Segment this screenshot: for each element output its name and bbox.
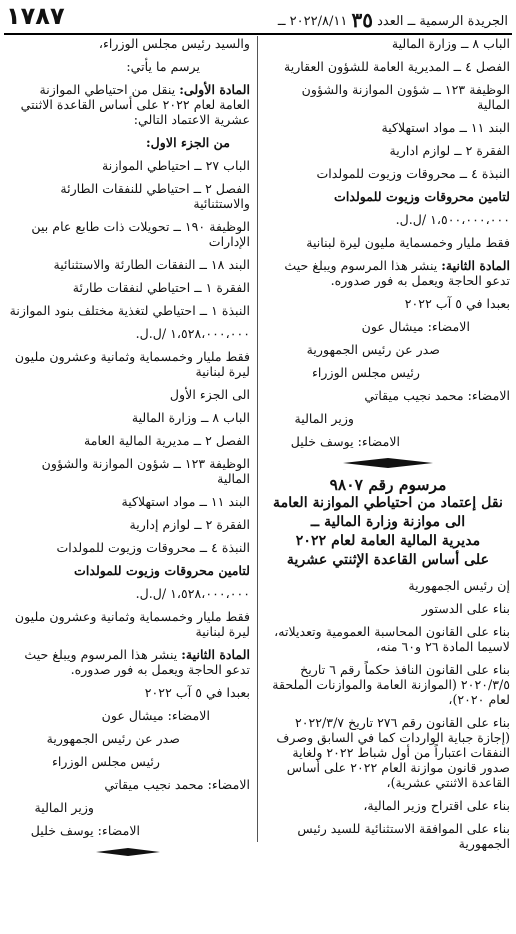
- article-label: المادة الثانية:: [441, 258, 510, 273]
- decree-title-line: على أساس القاعدة الإثنتي عشرية: [286, 552, 490, 568]
- budget-line: الفصل ٢ ــ احتياطي للنفقات الطارئة والاستثنائية: [60, 181, 250, 211]
- budget-line: الباب ٨ ــ وزارة المالية: [391, 36, 510, 51]
- preamble-line: بناء على الموافقة الاستثنائية للسيد رئيس الجمهورية: [297, 821, 510, 851]
- amount: ١،٥٠٠،٠٠٠،٠٠٠ /ل.ل.: [395, 212, 510, 227]
- preamble-line: بناء على القانون المحاسبة العمومية وتعديلاته، لاسيما المادة ٢٦ و٦٠ منه،: [274, 624, 510, 654]
- section-divider-ornament: [6, 846, 250, 858]
- signature-finance-minister: الامضاء: يوسف خليل: [290, 434, 400, 449]
- prime-minister-title: رئيس مجلس الوزراء: [52, 754, 160, 769]
- section-divider-ornament: [266, 457, 510, 469]
- budget-line: النبذة ١ ــ احتياطي لتغذية مختلف بنود الموازنة: [9, 303, 250, 318]
- budget-line: البند ١١ ــ مواد استهلاكية: [381, 120, 510, 135]
- budget-line: الوظيفة ١٢٣ ــ شؤون الموازنة والشؤون المالية: [41, 456, 250, 486]
- purpose-heading: لتامين محروقات وزيوت للمولدات: [73, 563, 250, 578]
- amount-in-words: فقط مليار وخمسماية وثمانية وعشرون مليون ليرة لبنانية: [14, 609, 250, 639]
- budget-line: الباب ٨ ــ وزارة المالية: [131, 410, 250, 425]
- left-column: [6, 36, 250, 866]
- article-label: المادة الثانية:: [181, 647, 250, 662]
- decrees-line: يرسم ما يأتي:: [126, 59, 200, 74]
- finance-minister-title: وزير المالية: [294, 411, 354, 426]
- budget-line: الوظيفة ١٩٠ ــ تحويلات ذات طابع عام بين الإدارات: [31, 219, 250, 249]
- part-to-heading: الى الجزء الأول: [169, 387, 250, 402]
- issued-by: صدر عن رئيس الجمهورية: [46, 731, 180, 746]
- article-2: [6, 647, 250, 677]
- budget-line: البند ١٨ ــ النفقات الطارئة والاستثنائية: [53, 257, 250, 272]
- amount: ١،٥٢٨،٠٠٠،٠٠٠ /ل.ل.: [135, 586, 250, 601]
- budget-line: الفقرة ١ ــ احتياطي لنفقات طارئة: [72, 280, 250, 295]
- part-from-heading: من الجزء الاول:: [146, 135, 230, 150]
- budget-line: الفقرة ٢ ــ لوازم إدارية: [129, 517, 250, 532]
- page-header: [0, 0, 516, 34]
- amount: ١،٥٢٨،٠٠٠،٠٠٠ /ل.ل.: [135, 326, 250, 341]
- place-date: بعبدا في ٥ آب ٢٠٢٢: [404, 296, 510, 311]
- column-divider: [257, 36, 258, 842]
- signature-pm: الامضاء: محمد نجيب ميقاتي: [364, 388, 510, 403]
- budget-line: الباب ٢٧ ــ احتياطي الموازنة: [102, 158, 250, 173]
- article-text: ينقل من احتياطي الموازنة العامة لعام ٢٠٢٢ على أساس القاعدة الاثنتي عشرية الاعتماد التالي:: [20, 82, 250, 127]
- budget-line: الفقرة ٢ ــ لوازم ادارية: [389, 143, 510, 158]
- preamble-line: إن رئيس الجمهورية: [408, 578, 510, 593]
- finance-minister-title: وزير المالية: [34, 800, 94, 815]
- place-date: بعبدا في ٥ آب ٢٠٢٢: [144, 685, 250, 700]
- signature-finance-minister: الامضاء: يوسف خليل: [30, 823, 140, 838]
- decree-title-line: مديرية المالية العامة لعام ٢٠٢٢: [295, 533, 481, 549]
- preamble-line: بناء على القانون رقم ٢٧٦ تاريخ ٢٠٢٢/٣/٧ (إجازة جباية الواردات كما في السابق وصرف النفقات اعتباراً من أول شباط ٢٠٢٢ ولغاية صدور قانون موازنة العام ٢٠٢٢ على أساس القاعدة الاثنتي عشرية)،: [276, 715, 510, 790]
- budget-line: البند ١١ ــ مواد استهلاكية: [121, 494, 250, 509]
- amount-in-words: فقط مليار وخمسماية وثمانية وعشرون مليون ليرة لبنانية: [14, 349, 250, 379]
- prime-minister-title: رئيس مجلس الوزراء: [312, 365, 420, 380]
- article-label: المادة الأولى:: [179, 82, 250, 97]
- preamble-line: والسيد رئيس مجلس الوزراء،: [98, 36, 250, 51]
- header-rule: [4, 33, 512, 35]
- preamble-line: بناء على الدستور: [421, 601, 510, 616]
- article-text: ينشر هذا المرسوم ويبلغ حيث تدعو الحاجة ويعمل به فور صدوره.: [284, 258, 510, 288]
- issue-date: ٢٠٢٢/٨/١١ ــ: [277, 14, 348, 29]
- running-head: [278, 8, 508, 32]
- preamble-line: بناء على اقتراح وزير المالية،: [363, 798, 510, 813]
- decree-number: مرسوم رقم ٩٨٠٧: [329, 475, 447, 494]
- article-text: ينشر هذا المرسوم ويبلغ حيث تدعو الحاجة ويعمل به فور صدوره.: [24, 647, 250, 677]
- gazette-name: الجريدة الرسمية ــ العدد: [377, 14, 508, 29]
- amount-in-words: فقط مليار وخمسماية مليون ليرة لبنانية: [306, 235, 510, 250]
- budget-line: الوظيفة ١٢٣ ــ شؤون الموازنة والشؤون المالية: [301, 82, 510, 112]
- budget-line: النبذة ٤ ــ محروقات وزيوت للمولدات: [316, 166, 510, 181]
- article-1: [6, 82, 250, 127]
- purpose-heading: لتامين محروقات وزيوت للمولدات: [333, 189, 510, 204]
- budget-line: الفصل ٤ ــ المديرية العامة للشؤون العقارية: [283, 59, 510, 74]
- signature-president: الامضاء: ميشال عون: [361, 319, 470, 334]
- decree-title-line: الى موازنة وزارة المالية ــ: [310, 514, 466, 530]
- page-number: ١٧٨٧: [6, 2, 65, 30]
- issue-number: ٣٥: [351, 8, 373, 32]
- budget-line: النبذة ٤ ــ محروقات وزيوت للمولدات: [56, 540, 250, 555]
- right-column: [266, 36, 510, 859]
- signature-president: الامضاء: ميشال عون: [101, 708, 210, 723]
- decree-title-line: نقل إعتماد من احتياطي الموازنة العامة: [273, 495, 503, 511]
- article-2: [266, 258, 510, 288]
- budget-line: الفصل ٢ ــ مديرية المالية العامة: [84, 433, 250, 448]
- issued-by: صدر عن رئيس الجمهورية: [306, 342, 440, 357]
- signature-pm: الامضاء: محمد نجيب ميقاتي: [104, 777, 250, 792]
- preamble-line: بناء على القانون النافذ حكماً رقم ٦ تاريخ ٢٠٢٠/٣/٥ (الموازنة العامة والموازنات الملحقة لعام ٢٠٢٠)،: [272, 662, 510, 707]
